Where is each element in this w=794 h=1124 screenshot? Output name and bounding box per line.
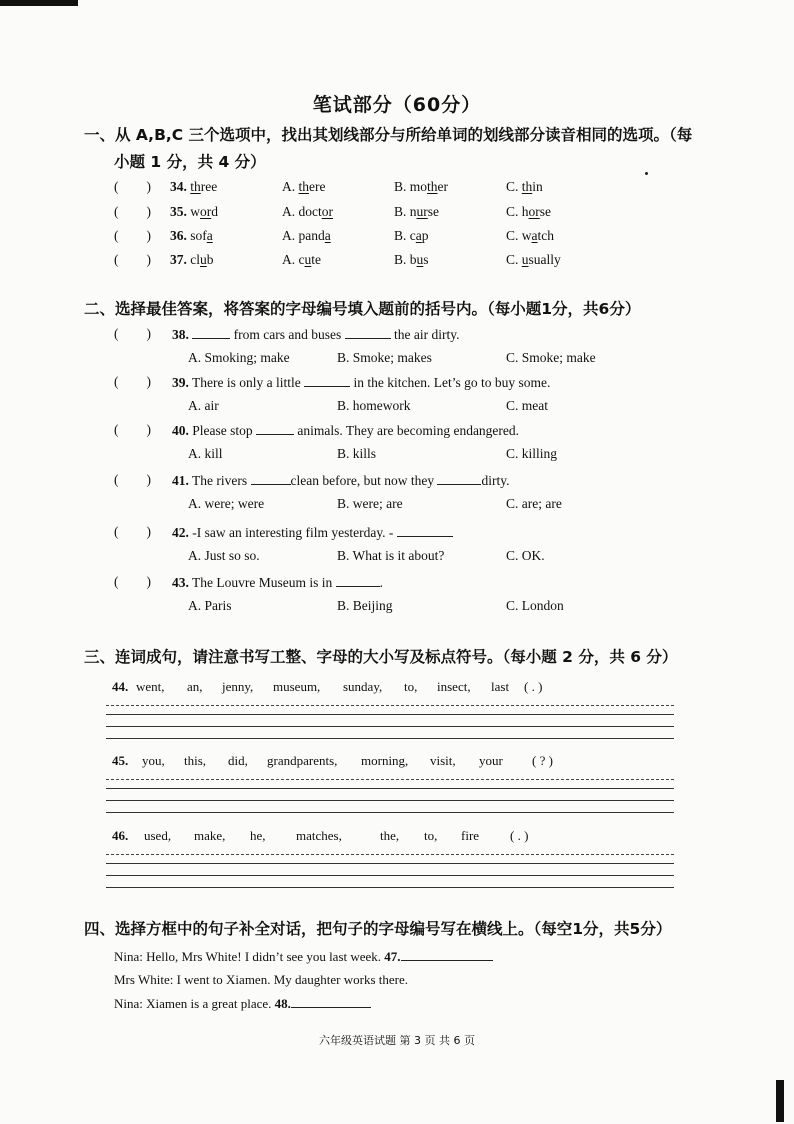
option-letter: C. — [506, 252, 522, 267]
underlined-part: ur — [416, 204, 428, 219]
scrambled-word: make, — [194, 828, 226, 843]
underlined-part: a — [415, 228, 422, 243]
paren-close: ) — [146, 326, 151, 341]
word-part: c — [409, 228, 416, 243]
writing-line[interactable] — [106, 726, 674, 727]
option-c: C. London — [506, 598, 564, 613]
scrambled-word: sunday, — [343, 679, 383, 694]
question-text: Please stop — [192, 423, 256, 438]
paren-close: ) — [146, 228, 151, 243]
answer-parentheses[interactable] — [114, 574, 174, 590]
question-number: 38. — [172, 327, 189, 342]
scrambled-word: last — [491, 679, 510, 694]
question-number: 35. — [170, 204, 187, 219]
phonics-item — [170, 228, 213, 244]
question-number: 47. — [384, 949, 401, 964]
scan-speck — [645, 172, 648, 175]
writing-line[interactable] — [106, 863, 674, 864]
option-b — [394, 252, 429, 268]
dialogue-text: Mrs White: I went to Xiamen. My daughter works there. — [114, 972, 408, 987]
option-c: C. are; are — [506, 496, 562, 511]
word-part: w — [521, 228, 532, 243]
underlined-part: or — [528, 204, 540, 219]
writing-line[interactable] — [106, 887, 674, 888]
scrambled-word: ( ? ) — [532, 753, 553, 768]
word-part: er — [437, 179, 449, 194]
paren-close: ) — [146, 524, 151, 539]
word-part: mo — [409, 179, 428, 194]
section1-heading: 一、从 A,B,C 三个选项中，找出其划线部分与所给单词的划线部分读音相同的选项。（每 — [84, 126, 693, 144]
page-footer: 六年级英语试题 第 3 页 共 6 页 — [319, 1034, 475, 1047]
writing-line[interactable] — [106, 800, 674, 801]
option-b: B. Smoke; makes — [337, 350, 432, 365]
scan-edge-mark-right — [776, 1080, 784, 1122]
scrambled-word: visit, — [430, 753, 456, 768]
question-number: 48. — [274, 996, 291, 1011]
option-b: B. kills — [337, 446, 377, 461]
option-a — [282, 252, 321, 268]
scan-edge-mark — [0, 0, 78, 6]
option-c — [506, 252, 561, 268]
option-b — [394, 204, 439, 220]
dialogue-line — [114, 948, 493, 965]
option-letter: C. — [506, 179, 522, 194]
answer-blank[interactable] — [401, 948, 493, 961]
paren-open: ( — [114, 524, 119, 539]
question-text: animals. They are becoming endangered. — [294, 423, 520, 438]
writing-line[interactable] — [106, 875, 674, 876]
question-number: 36. — [170, 228, 187, 243]
question-number: 44. — [112, 679, 129, 694]
section3-heading: 三、连词成句，请注意书写工整、字母的大小写及标点符号。（每小题 2 分，共 6 分） — [84, 648, 678, 666]
option-b — [394, 179, 448, 195]
paren-open: ( — [114, 374, 119, 389]
answer-parentheses[interactable] — [114, 204, 174, 220]
question-number: 45. — [112, 753, 129, 768]
option-letter: A. — [282, 204, 299, 219]
writing-line[interactable] — [106, 714, 674, 715]
option-letter: C. — [506, 204, 522, 219]
answer-blank[interactable] — [192, 326, 230, 339]
option-letter: B. — [394, 204, 410, 219]
word-part: tch — [537, 228, 555, 243]
answer-parentheses[interactable] — [114, 228, 174, 244]
underlined-part: u — [416, 252, 424, 267]
paren-open: ( — [114, 179, 119, 194]
scrambled-word: jenny, — [222, 679, 254, 694]
scrambled-word: ( . ) — [524, 679, 543, 694]
paren-open: ( — [114, 326, 119, 341]
option-letter: A. — [282, 252, 299, 267]
phonics-item — [170, 204, 218, 220]
answer-blank[interactable] — [251, 472, 291, 485]
paren-open: ( — [114, 422, 119, 437]
option-a: A. Paris — [188, 598, 232, 613]
question-number: 46. — [112, 828, 129, 843]
option-letter: A. — [282, 228, 299, 243]
word-part: b — [409, 252, 417, 267]
mc-question — [172, 524, 453, 541]
word-part: cl — [190, 252, 200, 267]
question-number: 43. — [172, 575, 189, 590]
option-letter: B. — [394, 252, 410, 267]
question-number: 41. — [172, 473, 189, 488]
option-c: C. Smoke; make — [506, 350, 596, 365]
word-part: s — [423, 252, 429, 267]
scrambled-word: morning, — [361, 753, 409, 768]
paren-open: ( — [114, 252, 119, 267]
word-part: se — [427, 204, 440, 219]
option-b: B. were; are — [337, 496, 403, 511]
word-part: n — [409, 204, 417, 219]
paren-open: ( — [114, 204, 119, 219]
option-a — [282, 179, 326, 195]
word-part: p — [421, 228, 429, 243]
answer-blank[interactable] — [437, 472, 481, 485]
underlined-part: th — [298, 179, 310, 194]
question-text: -I saw an interesting film yesterday. - — [192, 525, 397, 540]
question-text: in the kitchen. Let’s go to buy some. — [350, 375, 551, 390]
option-c — [506, 204, 551, 220]
writing-line[interactable] — [106, 854, 674, 855]
answer-parentheses[interactable] — [114, 422, 174, 438]
option-c — [506, 179, 543, 195]
page-title: 笔试部分（60分） — [312, 94, 482, 116]
question-number: 42. — [172, 525, 189, 540]
question-number: 34. — [170, 179, 187, 194]
question-text: the air dirty. — [390, 327, 460, 342]
writing-line[interactable] — [106, 705, 674, 706]
writing-line[interactable] — [106, 812, 674, 813]
scrambled-word: ( . ) — [510, 828, 529, 843]
dialogue-line — [114, 972, 408, 988]
word-part: ere — [309, 179, 326, 194]
answer-parentheses[interactable] — [114, 524, 174, 540]
scrambled-word: your — [479, 753, 503, 768]
option-a: A. were; were — [188, 496, 265, 511]
answer-parentheses[interactable] — [114, 179, 174, 195]
writing-line[interactable] — [106, 738, 674, 739]
option-b — [394, 228, 429, 244]
mc-question — [172, 326, 459, 343]
option-c: C. OK. — [506, 548, 545, 563]
scrambled-word: did, — [228, 753, 248, 768]
word-part: sof — [190, 228, 207, 243]
option-letter: C. — [506, 228, 522, 243]
option-a: A. kill — [188, 446, 223, 461]
mc-question — [172, 472, 509, 489]
answer-parentheses[interactable] — [114, 374, 174, 390]
paren-close: ) — [146, 374, 151, 389]
option-c: C. killing — [506, 446, 558, 461]
underlined-part: th — [190, 179, 201, 194]
section1-heading-cont: 小题 1 分，共 4 分） — [114, 153, 266, 171]
question-text: . — [379, 575, 383, 590]
option-a: A. Smoking; make — [188, 350, 290, 365]
scrambled-word: you, — [142, 753, 165, 768]
underlined-part: a — [206, 228, 213, 243]
word-part: pand — [298, 228, 325, 243]
scrambled-word: to, — [424, 828, 438, 843]
option-c — [506, 228, 554, 244]
underlined-part: u — [304, 252, 312, 267]
word-part: w — [190, 204, 200, 219]
scrambled-word: museum, — [273, 679, 321, 694]
paren-close: ) — [146, 574, 151, 589]
question-text: The Louvre Museum is in — [192, 575, 336, 590]
paren-close: ) — [146, 422, 151, 437]
scrambled-word: grandparents, — [267, 753, 338, 768]
scrambled-word: used, — [144, 828, 172, 843]
underlined-part: a — [531, 228, 538, 243]
word-part: d — [211, 204, 218, 219]
answer-blank[interactable] — [397, 524, 453, 537]
word-part: b — [206, 252, 214, 267]
scrambled-word: matches, — [296, 828, 342, 843]
scrambled-word: insect, — [437, 679, 471, 694]
option-letter: A. — [282, 179, 299, 194]
word-part: doct — [298, 204, 322, 219]
dialogue-text: Nina: Hello, Mrs White! I didn’t see you last week. — [114, 949, 385, 964]
word-part: h — [521, 204, 529, 219]
scrambled-word: this, — [184, 753, 207, 768]
option-b: B. homework — [337, 398, 411, 413]
underlined-part: or — [200, 204, 212, 219]
section4-heading: 四、选择方框中的句子补全对话，把句子的字母编号写在横线上。（每空1分，共5分） — [84, 920, 672, 938]
underlined-part: th — [521, 179, 533, 194]
phonics-item — [170, 252, 214, 268]
underlined-part: or — [321, 204, 333, 219]
scrambled-word: he, — [250, 828, 266, 843]
mc-question — [172, 374, 550, 391]
scrambled-word: the, — [380, 828, 400, 843]
paren-open: ( — [114, 472, 119, 487]
question-number: 40. — [172, 423, 189, 438]
word-part: in — [532, 179, 543, 194]
underlined-part: a — [324, 228, 331, 243]
paren-close: ) — [146, 179, 151, 194]
paren-close: ) — [146, 472, 151, 487]
dialogue-text: Nina: Xiamen is a great place. — [114, 996, 275, 1011]
scrambled-word: fire — [461, 828, 480, 843]
option-b: B. What is it about? — [337, 548, 445, 563]
question-text: The rivers — [192, 473, 251, 488]
option-letter: B. — [394, 228, 410, 243]
word-part: sually — [528, 252, 561, 267]
option-a: A. Just so so. — [188, 548, 260, 563]
answer-blank[interactable] — [345, 326, 391, 339]
option-a — [282, 204, 333, 220]
answer-parentheses[interactable] — [114, 472, 174, 488]
mc-question — [172, 574, 383, 591]
scrambled-word: an, — [187, 679, 203, 694]
underlined-part: u — [200, 252, 207, 267]
paren-open: ( — [114, 228, 119, 243]
question-text: clean before, but now they — [290, 473, 438, 488]
question-text: from cars and buses — [230, 327, 345, 342]
option-b: B. Beijing — [337, 598, 393, 613]
writing-line[interactable] — [106, 779, 674, 780]
word-part: c — [298, 252, 305, 267]
answer-blank[interactable] — [291, 995, 371, 1008]
answer-parentheses[interactable] — [114, 252, 174, 268]
option-a — [282, 228, 331, 244]
answer-blank[interactable] — [256, 422, 294, 435]
paren-close: ) — [146, 204, 151, 219]
underlined-part: u — [521, 252, 529, 267]
paren-close: ) — [146, 252, 151, 267]
answer-blank[interactable] — [336, 574, 380, 587]
question-text: There is only a little — [192, 375, 305, 390]
scrambled-word: went, — [136, 679, 165, 694]
answer-parentheses[interactable] — [114, 326, 174, 342]
question-number: 37. — [170, 252, 187, 267]
word-part: ree — [200, 179, 218, 194]
answer-blank[interactable] — [304, 374, 350, 387]
option-a: A. air — [188, 398, 219, 413]
paren-open: ( — [114, 574, 119, 589]
question-text: dirty. — [481, 473, 510, 488]
mc-question — [172, 422, 519, 439]
scrambled-word: to, — [404, 679, 418, 694]
section2-heading: 二、选择最佳答案，将答案的字母编号填入题前的括号内。（每小题1分，共6分） — [84, 300, 641, 318]
dialogue-line — [114, 995, 371, 1012]
word-part: te — [311, 252, 321, 267]
word-part: se — [539, 204, 552, 219]
option-c: C. meat — [506, 398, 548, 413]
question-number: 39. — [172, 375, 189, 390]
writing-line[interactable] — [106, 788, 674, 789]
underlined-part: th — [427, 179, 438, 194]
phonics-item — [170, 179, 217, 195]
option-letter: B. — [394, 179, 410, 194]
